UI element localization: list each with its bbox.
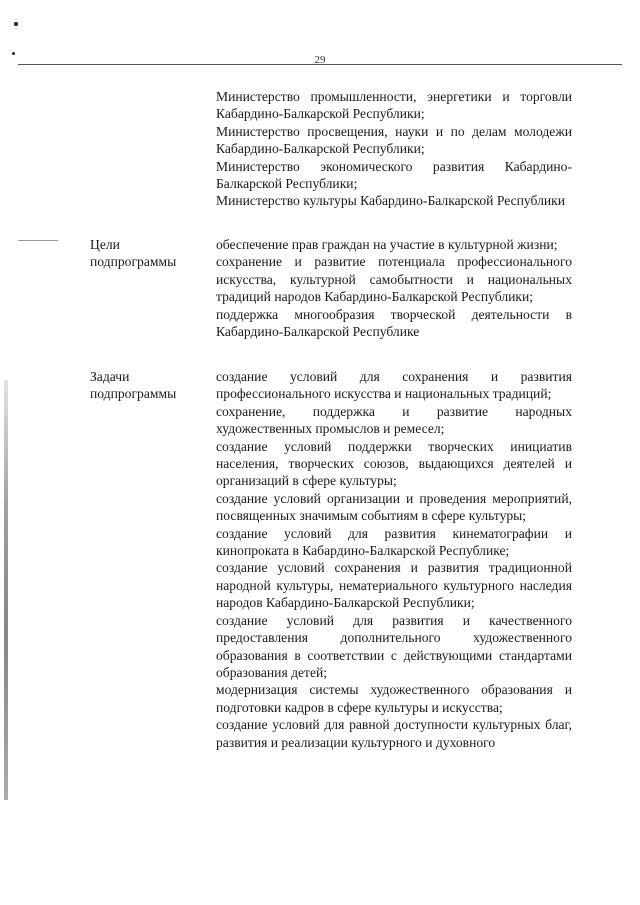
- row-item: Министерство экономического развития Кабардино-Балкарской Республики;: [216, 158, 572, 192]
- row-item: создание условий организации и проведения мероприятий, посвященных значимым событиям в сфере культуры;: [216, 490, 572, 524]
- row-value: [216, 236, 572, 340]
- margin-mark: [18, 240, 58, 241]
- row-value: [216, 368, 572, 751]
- row-item: создание условий для равной доступности культурных благ, развития и реализации культурного и духовного: [216, 717, 572, 750]
- scan-edge-shadow: [4, 380, 8, 800]
- page-number: 29: [314, 54, 326, 66]
- row-item: поддержка многообразия творческой деятельности в Кабардино-Балкарской Республике: [216, 306, 572, 340]
- row-item: обеспечение прав граждан на участие в культурной жизни;: [216, 237, 558, 252]
- row-label: Задачи подпрограммы: [90, 369, 177, 402]
- row-item: создание условий для развития кинематографии и кинопроката в Кабардино-Балкарской Республике;: [216, 525, 572, 559]
- row-item: создание условий поддержки творческих инициатив населения, творческих союзов, выдающихся деятелей и организаций в сфере культуры;: [216, 438, 572, 489]
- row-item: создание условий для сохранения и развития профессионального искусства и национальных традиций;: [216, 369, 572, 402]
- header-rule: [18, 64, 622, 65]
- row-label: Цели подпрограммы: [90, 237, 177, 270]
- row-item: сохранение и развитие потенциала профессионального искусства, культурной самобытности и национальных традиций народов Кабардино-Балкарской Республики;: [216, 254, 572, 305]
- row-item: создание условий сохранения и развития традиционной народной культуры, нематериального культурного наследия народов Кабардино-Балкарской Республики;: [216, 560, 572, 611]
- row-item: Министерство культуры Кабардино-Балкарской Республики: [216, 193, 566, 209]
- scan-speck: [14, 22, 18, 26]
- row-item: Министерство просвещения, науки и по делам молодежи Кабардино-Балкарской Республики;: [216, 123, 572, 157]
- row-item: модернизация системы художественного образования и подготовки кадров в сфере культуры и искусства;: [216, 682, 572, 715]
- row-value: [216, 88, 572, 210]
- row-item: Министерство промышленности, энергетики и торговли Кабардино-Балкарской Республики;: [216, 89, 572, 122]
- row-item: сохранение, поддержка и развитие народных художественных промыслов и ремесел;: [216, 403, 572, 437]
- row-item: создание условий для развития и качественного предоставления дополнительного художественного образования в соответствии с действующими стандартами образования детей;: [216, 612, 572, 680]
